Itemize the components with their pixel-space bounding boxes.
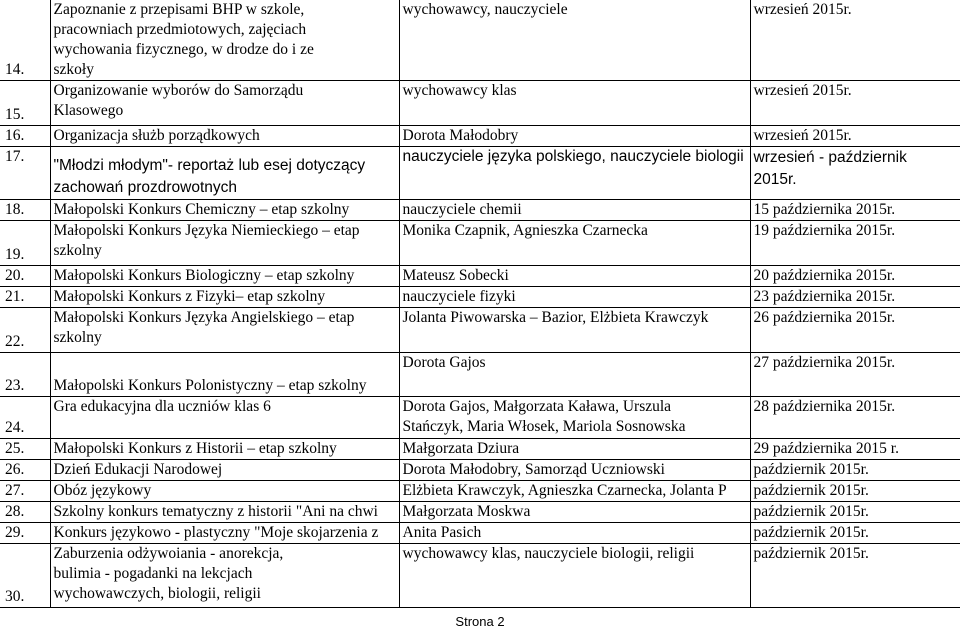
table-row — [0, 353, 960, 397]
responsible-cell: nauczyciele języka polskiego, nauczyciele biologii — [399, 147, 750, 200]
date-cell: 29 października 2015 r. — [750, 439, 960, 460]
responsible-cell: wychowawcy, nauczyciele — [399, 0, 750, 81]
table-row — [0, 266, 960, 287]
responsible-cell: nauczyciele chemii — [399, 200, 750, 221]
responsible-cell: Monika Czapnik, Agnieszka Czarnecka — [399, 221, 750, 266]
row-number: 25. — [0, 439, 50, 460]
date-cell: 23 października 2015r. — [750, 287, 960, 308]
date-cell: październik 2015r. — [750, 460, 960, 481]
event-cell: Organizacja służb porządkowych — [50, 126, 399, 147]
table-row — [0, 200, 960, 221]
responsible-cell: Elżbieta Krawczyk, Agnieszka Czarnecka, Jolanta P — [399, 481, 750, 502]
table-row — [0, 523, 960, 544]
table-row — [0, 544, 960, 608]
date-cell: 26 października 2015r. — [750, 308, 960, 353]
row-number: 27. — [0, 481, 50, 502]
responsible-cell: wychowawcy klas — [399, 81, 750, 126]
responsible-cell: Mateusz Sobecki — [399, 266, 750, 287]
event-cell: Szkolny konkurs tematyczny z historii "Ani na chwi — [50, 502, 399, 523]
table-row — [0, 81, 960, 126]
date-cell: październik 2015r. — [750, 481, 960, 502]
table-row — [0, 439, 960, 460]
row-number: 17. — [0, 147, 50, 200]
row-number: 28. — [0, 502, 50, 523]
event-cell: Małopolski Konkurs Biologiczny – etap szkolny — [50, 266, 399, 287]
row-number: 26. — [0, 460, 50, 481]
event-cell: Małopolski Konkurs z Fizyki– etap szkolny — [50, 287, 399, 308]
event-cell: Małopolski Konkurs z Historii – etap szkolny — [50, 439, 399, 460]
table-row — [0, 147, 960, 200]
date-cell: 27 października 2015r. — [750, 353, 960, 397]
responsible-cell: Dorota Małodobry, Samorząd Uczniowski — [399, 460, 750, 481]
event-cell: Dzień Edukacji Narodowej — [50, 460, 399, 481]
row-number: 16. — [0, 126, 50, 147]
responsible-cell: Dorota Gajos — [399, 353, 750, 397]
table-row — [0, 221, 960, 266]
date-cell: wrzesień 2015r. — [750, 126, 960, 147]
responsible-cell: Małgorzata Dziura — [399, 439, 750, 460]
row-number: 23. — [0, 353, 50, 397]
row-number: 20. — [0, 266, 50, 287]
row-number: 19. — [0, 221, 50, 266]
row-number: 18. — [0, 200, 50, 221]
event-cell: Małopolski Konkurs Języka Niemieckiego – etap szkolny — [50, 221, 399, 266]
table-row — [0, 460, 960, 481]
event-cell: Obóz językowy — [50, 481, 399, 502]
table-row — [0, 126, 960, 147]
row-number: 24. — [0, 397, 50, 439]
responsible-cell: Dorota Małodobry — [399, 126, 750, 147]
event-cell: Zaburzenia odżywoiania - anorekcja, bulimia - pogadanki na lekcjach wychowawczych, biologii, religii — [50, 544, 399, 608]
row-number: 21. — [0, 287, 50, 308]
event-cell: Gra edukacyjna dla uczniów klas 6 — [50, 397, 399, 439]
row-number: 30. — [0, 544, 50, 608]
responsible-cell: Dorota Gajos, Małgorzata Kaława, Urszula Stańczyk, Maria Włosek, Mariola Sosnowska — [399, 397, 750, 439]
date-cell: wrzesień 2015r. — [750, 0, 960, 81]
event-cell: Organizowanie wyborów do Samorządu Klasowego — [50, 81, 399, 126]
event-cell: Małopolski Konkurs Języka Angielskiego – etap szkolny — [50, 308, 399, 353]
event-cell: Małopolski Konkurs Polonistyczny – etap szkolny — [50, 353, 399, 397]
table-row — [0, 287, 960, 308]
row-number: 14. — [0, 0, 50, 81]
date-cell: wrzesień 2015r. — [750, 81, 960, 126]
event-cell: Zapoznanie z przepisami BHP w szkole, pracowniach przedmiotowych, zajęciach wychowania fizycznego, w drodze do i ze szkoły — [50, 0, 399, 81]
row-number: 22. — [0, 308, 50, 353]
date-cell: 20 października 2015r. — [750, 266, 960, 287]
date-cell: październik 2015r. — [750, 544, 960, 608]
row-number: 29. — [0, 523, 50, 544]
date-cell: 28 października 2015r. — [750, 397, 960, 439]
row-number: 15. — [0, 81, 50, 126]
page-number-footer: Strona 2 — [455, 614, 505, 629]
date-cell: październik 2015r. — [750, 502, 960, 523]
responsible-cell: nauczyciele fizyki — [399, 287, 750, 308]
event-cell: Konkurs językowo - plastyczny "Moje skojarzenia z — [50, 523, 399, 544]
table-row — [0, 481, 960, 502]
responsible-cell: Małgorzata Moskwa — [399, 502, 750, 523]
date-cell: październik 2015r. — [750, 523, 960, 544]
date-cell: 19 października 2015r. — [750, 221, 960, 266]
responsible-cell: Anita Pasich — [399, 523, 750, 544]
date-cell: 15 października 2015r. — [750, 200, 960, 221]
table-row — [0, 397, 960, 439]
table-row — [0, 0, 960, 81]
date-cell: wrzesień - październik 2015r. — [750, 147, 960, 200]
responsible-cell: wychowawcy klas, nauczyciele biologii, religii — [399, 544, 750, 608]
responsible-cell: Jolanta Piwowarska – Bazior, Elżbieta Krawczyk — [399, 308, 750, 353]
table-row — [0, 308, 960, 353]
event-cell: "Młodzi młodym"- reportaż lub esej dotyczący zachowań prozdrowotnych — [50, 147, 399, 200]
table-row — [0, 502, 960, 523]
event-cell: Małopolski Konkurs Chemiczny – etap szkolny — [50, 200, 399, 221]
